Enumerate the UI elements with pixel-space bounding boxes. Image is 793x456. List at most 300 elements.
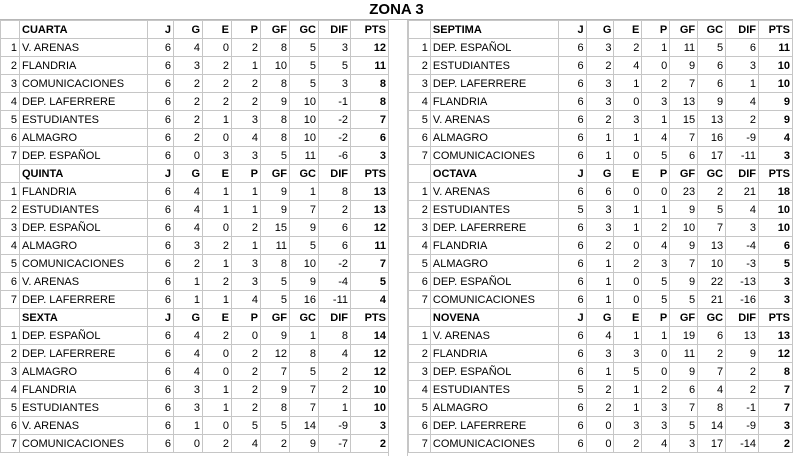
stat-cell-dif: 3 [726, 57, 759, 75]
stat-cell-e: 0 [203, 363, 232, 381]
stat-cell-gf: 15 [261, 219, 290, 237]
stat-cell-pts: 5 [758, 255, 792, 273]
table-row [409, 291, 793, 309]
stat-cell-gf: 19 [670, 327, 698, 345]
table-row [1, 435, 389, 453]
position-cell: 5 [409, 111, 431, 129]
column-header-j: J [148, 309, 174, 327]
stat-cell-g: 3 [586, 345, 614, 363]
stat-cell-gf: 8 [261, 255, 290, 273]
table-row [1, 57, 389, 75]
stat-cell-j: 6 [558, 129, 586, 147]
position-cell: 1 [409, 39, 431, 57]
table-row [409, 129, 793, 147]
stat-cell-gc: 14 [698, 417, 726, 435]
stat-cell-dif: 2 [726, 363, 759, 381]
team-name-cell: ESTUDIANTES [20, 111, 148, 129]
table-row [1, 273, 389, 291]
position-cell: 1 [1, 39, 20, 57]
stat-cell-p: 2 [232, 399, 261, 417]
stat-cell-p: 3 [232, 255, 261, 273]
stat-cell-g: 1 [586, 363, 614, 381]
column-header-e: E [203, 165, 232, 183]
table-row [409, 111, 793, 129]
stat-cell-j: 6 [558, 363, 586, 381]
stat-cell-gc: 8 [290, 345, 319, 363]
stat-cell-pts: 10 [758, 219, 792, 237]
category-name: SEXTA [20, 309, 148, 327]
stat-cell-gc: 10 [290, 111, 319, 129]
stat-cell-e: 0 [614, 273, 642, 291]
stat-cell-e: 0 [614, 93, 642, 111]
stat-cell-e: 2 [203, 237, 232, 255]
table-row [1, 183, 389, 201]
position-cell: 1 [1, 183, 20, 201]
stat-cell-gc: 5 [698, 39, 726, 57]
team-name-cell: FLANDRIA [430, 237, 558, 255]
column-header-p: P [232, 309, 261, 327]
stat-cell-e: 1 [614, 381, 642, 399]
table-row [1, 255, 389, 273]
stat-cell-p: 1 [232, 201, 261, 219]
stat-cell-p: 3 [232, 111, 261, 129]
stat-cell-dif: 3 [319, 39, 351, 57]
column-divider [388, 20, 408, 456]
team-name-cell: FLANDRIA [20, 381, 148, 399]
stat-cell-gf: 5 [261, 291, 290, 309]
stat-cell-gc: 10 [290, 255, 319, 273]
position-cell: 4 [409, 381, 431, 399]
stat-cell-pts: 12 [351, 345, 389, 363]
stat-cell-pts: 5 [351, 273, 389, 291]
stat-cell-j: 6 [148, 129, 174, 147]
stat-cell-dif: -6 [319, 147, 351, 165]
stat-cell-g: 1 [174, 273, 203, 291]
stat-cell-g: 1 [174, 291, 203, 309]
stat-cell-j: 6 [558, 399, 586, 417]
table-row [409, 363, 793, 381]
column-header-gc: GC [698, 165, 726, 183]
stat-cell-g: 0 [586, 417, 614, 435]
stat-cell-dif: 13 [726, 327, 759, 345]
stat-cell-gf: 5 [261, 147, 290, 165]
stat-cell-j: 6 [148, 327, 174, 345]
position-cell: 4 [409, 237, 431, 255]
stat-cell-g: 1 [586, 147, 614, 165]
column-header-pts: PTS [758, 165, 792, 183]
stat-cell-p: 5 [642, 273, 670, 291]
stat-cell-gf: 3 [670, 435, 698, 453]
stat-cell-j: 6 [148, 345, 174, 363]
stat-cell-dif: -4 [726, 237, 759, 255]
column-header-gc: GC [698, 21, 726, 39]
stat-cell-dif: 2 [726, 381, 759, 399]
column-header-dif: DIF [726, 309, 759, 327]
stat-cell-pts: 6 [758, 237, 792, 255]
team-name-cell: ALMAGRO [20, 237, 148, 255]
stat-cell-j: 5 [558, 381, 586, 399]
table-row [1, 147, 389, 165]
position-cell: 2 [1, 201, 20, 219]
table-row [1, 201, 389, 219]
stat-cell-p: 0 [642, 363, 670, 381]
column-header-pts: PTS [758, 309, 792, 327]
stat-cell-g: 3 [586, 75, 614, 93]
stat-cell-pts: 3 [351, 417, 389, 435]
stat-cell-gc: 2 [698, 345, 726, 363]
column-header-gc: GC [290, 309, 319, 327]
stat-cell-j: 6 [558, 417, 586, 435]
stat-cell-g: 1 [586, 255, 614, 273]
stat-cell-gc: 7 [290, 399, 319, 417]
column-header-g: G [586, 309, 614, 327]
stat-cell-gc: 7 [698, 219, 726, 237]
stat-cell-dif: -14 [726, 435, 759, 453]
stat-cell-gc: 6 [698, 327, 726, 345]
stat-cell-g: 3 [586, 93, 614, 111]
stat-cell-p: 5 [642, 147, 670, 165]
category-name: CUARTA [20, 21, 148, 39]
team-name-cell: DEP. LAFERRERE [20, 291, 148, 309]
stat-cell-e: 2 [203, 273, 232, 291]
team-name-cell: COMUNICACIONES [20, 75, 148, 93]
stat-cell-p: 1 [232, 57, 261, 75]
stat-cell-gc: 16 [698, 129, 726, 147]
stat-cell-e: 2 [614, 39, 642, 57]
stat-cell-gf: 9 [670, 57, 698, 75]
stat-cell-gf: 9 [670, 273, 698, 291]
column-header-p: P [642, 21, 670, 39]
stat-cell-pts: 10 [351, 399, 389, 417]
stat-cell-gc: 5 [290, 363, 319, 381]
stat-cell-gf: 10 [670, 219, 698, 237]
stat-cell-p: 2 [232, 219, 261, 237]
stat-cell-pts: 8 [351, 75, 389, 93]
stat-cell-gc: 9 [290, 435, 319, 453]
stat-cell-gf: 9 [261, 183, 290, 201]
position-cell: 2 [409, 201, 431, 219]
stat-cell-j: 6 [558, 75, 586, 93]
stat-cell-j: 6 [558, 111, 586, 129]
stat-cell-gf: 8 [261, 75, 290, 93]
stat-cell-gf: 9 [670, 363, 698, 381]
stat-cell-j: 6 [148, 201, 174, 219]
column-header-gf: GF [261, 309, 290, 327]
stat-cell-gf: 5 [670, 417, 698, 435]
stat-cell-dif: 6 [319, 237, 351, 255]
stat-cell-gf: 11 [261, 237, 290, 255]
column-header-p: P [232, 165, 261, 183]
column-header-g: G [174, 165, 203, 183]
stat-cell-e: 2 [203, 57, 232, 75]
stat-cell-e: 1 [203, 381, 232, 399]
stat-cell-pts: 10 [758, 201, 792, 219]
stat-cell-j: 6 [558, 237, 586, 255]
stat-cell-dif: 2 [319, 381, 351, 399]
position-cell: 7 [1, 291, 20, 309]
stat-cell-gf: 9 [261, 93, 290, 111]
header-blank-cell [409, 21, 431, 39]
stat-cell-gf: 2 [261, 435, 290, 453]
column-header-e: E [203, 21, 232, 39]
stat-cell-p: 2 [232, 381, 261, 399]
table-row [409, 147, 793, 165]
stat-cell-pts: 4 [351, 291, 389, 309]
stat-cell-dif: 9 [726, 345, 759, 363]
stat-cell-g: 2 [174, 75, 203, 93]
stat-cell-pts: 12 [351, 219, 389, 237]
position-cell: 6 [409, 129, 431, 147]
stat-cell-e: 1 [203, 255, 232, 273]
stat-cell-p: 1 [232, 237, 261, 255]
stat-cell-dif: 2 [726, 111, 759, 129]
stat-cell-g: 2 [174, 129, 203, 147]
stat-cell-pts: 3 [758, 147, 792, 165]
stat-cell-p: 5 [232, 417, 261, 435]
stat-cell-p: 2 [642, 75, 670, 93]
column-header-g: G [586, 165, 614, 183]
team-name-cell: DEP. ESPAÑOL [430, 273, 558, 291]
stat-cell-gf: 5 [261, 417, 290, 435]
stat-cell-gf: 9 [261, 201, 290, 219]
stat-cell-gf: 13 [670, 93, 698, 111]
column-header-dif: DIF [726, 165, 759, 183]
stat-cell-dif: -1 [319, 93, 351, 111]
stat-cell-e: 0 [203, 345, 232, 363]
stat-cell-gc: 5 [290, 57, 319, 75]
stat-cell-j: 6 [148, 75, 174, 93]
table-row [1, 219, 389, 237]
stat-cell-p: 2 [232, 93, 261, 111]
stat-cell-g: 0 [174, 435, 203, 453]
stat-cell-e: 0 [614, 147, 642, 165]
category-header-row [1, 165, 389, 183]
position-cell: 4 [409, 93, 431, 111]
stat-cell-p: 4 [642, 237, 670, 255]
stat-cell-g: 2 [174, 255, 203, 273]
team-name-cell: ESTUDIANTES [20, 201, 148, 219]
column-header-e: E [614, 21, 642, 39]
stat-cell-g: 4 [174, 345, 203, 363]
stat-cell-gf: 7 [670, 399, 698, 417]
stat-cell-gc: 4 [698, 381, 726, 399]
stat-cell-j: 6 [148, 435, 174, 453]
stat-cell-gf: 10 [261, 57, 290, 75]
column-header-e: E [614, 165, 642, 183]
stat-cell-p: 3 [232, 147, 261, 165]
team-name-cell: ALMAGRO [430, 255, 558, 273]
stat-cell-gf: 7 [670, 255, 698, 273]
team-name-cell: COMUNICACIONES [430, 147, 558, 165]
stat-cell-p: 0 [232, 327, 261, 345]
stat-cell-dif: -3 [726, 255, 759, 273]
stat-cell-e: 1 [203, 201, 232, 219]
stat-cell-j: 6 [558, 273, 586, 291]
stat-cell-p: 1 [232, 183, 261, 201]
stat-cell-e: 2 [203, 435, 232, 453]
stat-cell-p: 1 [642, 327, 670, 345]
column-header-p: P [642, 309, 670, 327]
stat-cell-gf: 9 [261, 327, 290, 345]
team-name-cell: DEP. ESPAÑOL [20, 147, 148, 165]
stat-cell-pts: 12 [351, 39, 389, 57]
stat-cell-pts: 12 [351, 363, 389, 381]
stat-cell-dif: -1 [726, 399, 759, 417]
stat-cell-gc: 13 [698, 237, 726, 255]
table-row [1, 363, 389, 381]
stat-cell-p: 3 [232, 273, 261, 291]
team-name-cell: DEP. LAFERRERE [20, 345, 148, 363]
team-name-cell: V. ARENAS [430, 327, 558, 345]
stat-cell-gc: 6 [698, 57, 726, 75]
team-name-cell: COMUNICACIONES [430, 291, 558, 309]
column-header-j: J [148, 165, 174, 183]
stat-cell-pts: 11 [351, 57, 389, 75]
stat-cell-gf: 7 [670, 75, 698, 93]
stat-cell-pts: 2 [351, 435, 389, 453]
stat-cell-j: 6 [558, 219, 586, 237]
stat-cell-e: 1 [614, 219, 642, 237]
stat-cell-g: 1 [586, 129, 614, 147]
column-header-j: J [558, 309, 586, 327]
stat-cell-pts: 10 [758, 75, 792, 93]
stat-cell-gf: 9 [670, 201, 698, 219]
position-cell: 7 [1, 435, 20, 453]
stat-cell-pts: 7 [758, 381, 792, 399]
position-cell: 7 [409, 435, 431, 453]
stat-cell-p: 1 [642, 201, 670, 219]
zone-title: ZONA 3 [369, 1, 424, 18]
stat-cell-g: 4 [174, 327, 203, 345]
stat-cell-gc: 5 [290, 75, 319, 93]
stat-cell-p: 1 [642, 111, 670, 129]
table-row [409, 183, 793, 201]
stat-cell-pts: 9 [758, 111, 792, 129]
stat-cell-gf: 8 [261, 399, 290, 417]
position-cell: 6 [1, 417, 20, 435]
stat-cell-gc: 9 [290, 219, 319, 237]
stat-cell-j: 6 [558, 57, 586, 75]
category-name: OCTAVA [430, 165, 558, 183]
team-name-cell: ESTUDIANTES [430, 381, 558, 399]
stat-cell-e: 0 [203, 417, 232, 435]
stat-cell-e: 3 [614, 417, 642, 435]
stat-cell-pts: 8 [758, 363, 792, 381]
table-row [1, 381, 389, 399]
stat-cell-p: 2 [642, 219, 670, 237]
team-name-cell: FLANDRIA [20, 183, 148, 201]
column-header-dif: DIF [319, 309, 351, 327]
stat-cell-p: 1 [642, 39, 670, 57]
stat-cell-pts: 7 [758, 399, 792, 417]
stat-cell-e: 0 [203, 129, 232, 147]
column-header-dif: DIF [726, 21, 759, 39]
stat-cell-gf: 15 [670, 111, 698, 129]
stat-cell-dif: -7 [319, 435, 351, 453]
stat-cell-j: 6 [558, 39, 586, 57]
stat-cell-e: 0 [203, 219, 232, 237]
stat-cell-gf: 6 [670, 381, 698, 399]
stat-cell-g: 2 [586, 111, 614, 129]
stat-cell-p: 2 [232, 363, 261, 381]
stat-cell-j: 6 [148, 291, 174, 309]
position-cell: 2 [1, 57, 20, 75]
table-row [409, 435, 793, 453]
stat-cell-gf: 7 [670, 129, 698, 147]
team-name-cell: V. ARENAS [20, 273, 148, 291]
stat-cell-dif: 21 [726, 183, 759, 201]
stat-cell-dif: 4 [726, 201, 759, 219]
stat-cell-j: 5 [558, 201, 586, 219]
position-cell: 1 [1, 327, 20, 345]
table-row [409, 39, 793, 57]
stat-cell-e: 2 [614, 435, 642, 453]
stat-cell-j: 6 [148, 93, 174, 111]
team-name-cell: COMUNICACIONES [20, 435, 148, 453]
stat-cell-pts: 9 [758, 93, 792, 111]
table-row [1, 93, 389, 111]
position-cell: 2 [409, 57, 431, 75]
stat-cell-g: 1 [174, 417, 203, 435]
table-row [1, 399, 389, 417]
stat-cell-g: 2 [586, 399, 614, 417]
column-header-g: G [174, 309, 203, 327]
stat-cell-pts: 6 [351, 129, 389, 147]
table-row [1, 345, 389, 363]
stat-cell-p: 4 [232, 435, 261, 453]
team-name-cell: DEP. ESPAÑOL [20, 219, 148, 237]
stat-cell-dif: -2 [319, 129, 351, 147]
category-header-row [409, 165, 793, 183]
stat-cell-g: 1 [586, 291, 614, 309]
stat-cell-dif: 2 [319, 201, 351, 219]
table-row [409, 327, 793, 345]
position-cell: 6 [409, 417, 431, 435]
stat-cell-j: 6 [148, 273, 174, 291]
column-header-p: P [232, 21, 261, 39]
stat-cell-gc: 7 [290, 381, 319, 399]
standings-table-right [408, 20, 793, 453]
stat-cell-e: 0 [203, 39, 232, 57]
stat-cell-pts: 4 [758, 129, 792, 147]
position-cell: 5 [409, 399, 431, 417]
stat-cell-e: 1 [614, 327, 642, 345]
stat-cell-e: 0 [614, 183, 642, 201]
stat-cell-e: 1 [203, 183, 232, 201]
table-row [409, 75, 793, 93]
stat-cell-gc: 22 [698, 273, 726, 291]
stat-cell-gc: 10 [290, 129, 319, 147]
stat-cell-pts: 13 [351, 183, 389, 201]
stat-cell-dif: -2 [319, 255, 351, 273]
column-header-dif: DIF [319, 165, 351, 183]
table-row [1, 327, 389, 345]
stat-cell-gc: 7 [698, 363, 726, 381]
stat-cell-p: 0 [642, 345, 670, 363]
column-header-j: J [148, 21, 174, 39]
stat-cell-gc: 6 [698, 75, 726, 93]
stat-cell-dif: -11 [726, 147, 759, 165]
stat-cell-dif: -11 [319, 291, 351, 309]
stat-cell-dif: -9 [726, 417, 759, 435]
stat-cell-p: 4 [642, 129, 670, 147]
stat-cell-pts: 7 [351, 111, 389, 129]
table-row [1, 237, 389, 255]
stat-cell-g: 2 [174, 93, 203, 111]
category-header-row [1, 21, 389, 39]
team-name-cell: DEP. ESPAÑOL [430, 39, 558, 57]
stat-cell-dif: 1 [726, 75, 759, 93]
